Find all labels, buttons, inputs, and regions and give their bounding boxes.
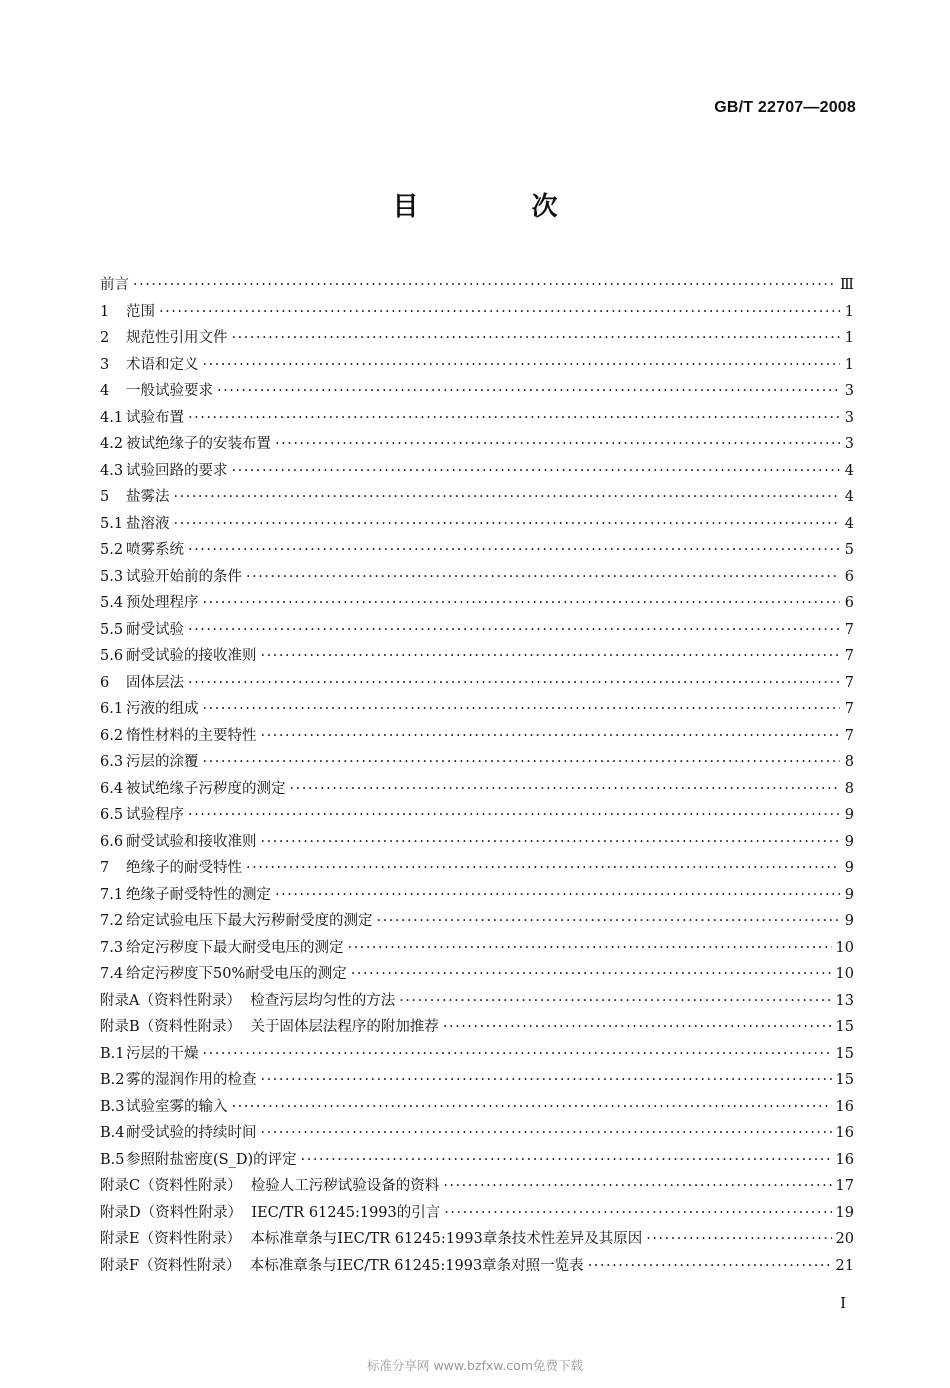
toc-entry-title: 检验人工污秽试验设备的资料 <box>250 1178 440 1194</box>
toc-leader-dots <box>444 1205 831 1221</box>
toc-entry-number: 7.1 <box>100 886 124 903</box>
toc-entry-number: 7.3 <box>100 939 124 956</box>
toc-entry-title: 预处理程序 <box>126 595 199 611</box>
toc-entry-title: 一般试验要求 <box>126 383 213 399</box>
toc-entry-number: 7 <box>100 860 110 876</box>
toc-entry[interactable] <box>100 538 854 565</box>
toc-entry[interactable] <box>100 1148 854 1175</box>
toc-leader-dots <box>188 410 840 426</box>
toc-entry-title: 盐溶液 <box>126 515 170 532</box>
toc-entry-title: 绝缘子耐受特性的测定 <box>126 886 271 903</box>
toc-entry-title: 雾的湿润作用的检查 <box>126 1072 257 1088</box>
toc-entry-number: 附录C（资料性附录） <box>100 1178 242 1194</box>
toc-entry-page: 17 <box>835 1178 854 1194</box>
toc-entry-page: 6 <box>844 595 854 611</box>
toc-entry-page: 1 <box>844 330 854 346</box>
toc-entry-text <box>100 1015 439 1036</box>
toc-leader-dots <box>203 595 841 611</box>
toc-entry-number: B.4 <box>100 1125 125 1141</box>
toc-entry-title: 参照附盐密度(S_D)的评定 <box>126 1151 297 1168</box>
toc-leader-dots <box>174 516 841 532</box>
toc-leader-dots <box>377 913 841 929</box>
toc-entry[interactable] <box>100 909 854 936</box>
toc-entry[interactable] <box>100 326 854 353</box>
toc-entry-text <box>100 671 184 692</box>
toc-entry-text <box>100 697 199 718</box>
page-number: I <box>840 1294 846 1312</box>
toc-entry-text <box>100 936 344 957</box>
toc-entry-page: 3 <box>844 436 854 452</box>
toc-entry-page: 16 <box>835 1151 854 1168</box>
toc-entry[interactable] <box>100 936 854 963</box>
toc-entry-page: 9 <box>844 833 854 850</box>
toc-entry[interactable] <box>100 962 854 989</box>
toc-entry[interactable] <box>100 459 854 486</box>
toc-entry-text <box>100 883 271 904</box>
toc-entry-page: 4 <box>844 489 854 505</box>
toc-entry-text <box>100 989 395 1010</box>
toc-leader-dots <box>232 1099 832 1115</box>
toc-entry-number: 3 <box>100 356 110 373</box>
toc-leader-dots <box>203 701 841 717</box>
toc-entry-page: 15 <box>835 1072 854 1088</box>
toc-entry-number: B.2 <box>100 1072 125 1088</box>
toc-entry-page: 15 <box>835 1045 854 1062</box>
toc-entry-title: 耐受试验和接收准则 <box>126 833 257 850</box>
toc-leader-dots <box>261 648 841 664</box>
toc-entry[interactable] <box>100 618 854 645</box>
toc-entry[interactable] <box>100 406 854 433</box>
toc-leader-dots <box>133 277 836 293</box>
toc-entry[interactable] <box>100 1174 854 1201</box>
toc-leader-dots <box>351 966 832 982</box>
toc-entry-number: 6.6 <box>100 833 124 850</box>
toc-entry-page: 7 <box>844 621 854 638</box>
toc-entry-text <box>100 1068 257 1089</box>
toc-entry-text <box>100 538 184 559</box>
toc-entry[interactable] <box>100 353 854 380</box>
toc-entry-page: 4 <box>844 515 854 532</box>
toc-leader-dots <box>275 436 840 452</box>
toc-leader-dots <box>188 807 840 823</box>
toc-leader-dots <box>246 860 840 876</box>
toc-entry-title: 污液的组成 <box>126 701 199 717</box>
toc-entry-text <box>100 406 184 427</box>
toc-entry[interactable] <box>100 565 854 592</box>
toc-entry-title: 关于固体层法程序的附加推荐 <box>250 1019 439 1035</box>
toc-entry-page: 9 <box>844 886 854 903</box>
toc-entry-number: B.5 <box>100 1151 125 1168</box>
toc-entry-title: 检查污层均匀性的方法 <box>250 992 396 1009</box>
toc-leader-dots <box>232 330 841 346</box>
toc-entry-number: 5.1 <box>100 515 124 532</box>
toc-entry-page: 9 <box>844 860 854 876</box>
toc-entry-title: 本标准章条与IEC/TR 61245:1993章条技术性差异及其原因 <box>250 1231 643 1247</box>
toc-entry-page: 5 <box>844 542 854 558</box>
toc-entry-number: 7.2 <box>100 913 124 929</box>
toc-entry-text <box>100 1095 228 1116</box>
toc-entry-number: 附录D（资料性附录） <box>100 1204 243 1221</box>
toc-entry-title: 规范性引用文件 <box>126 330 228 346</box>
toc-entry-title: 惰性材料的主要特性 <box>126 727 257 744</box>
toc-leader-dots <box>443 1019 832 1035</box>
toc-entry-text <box>100 512 170 533</box>
toc-entry-text <box>100 459 228 480</box>
toc-entry-text <box>100 909 373 930</box>
toc-leader-dots <box>261 728 841 744</box>
toc-entry-number: 6.3 <box>100 754 124 770</box>
toc-entry-text <box>100 856 242 877</box>
toc-leader-dots <box>203 754 841 770</box>
toc-leader-dots <box>588 1258 832 1274</box>
toc-entry[interactable] <box>100 1254 854 1281</box>
toc-entry-text <box>100 273 129 294</box>
toc-entry-number: 6.5 <box>100 807 124 823</box>
toc-entry-title: 本标准章条与IEC/TR 61245:1993章条对照一览表 <box>249 1257 584 1274</box>
toc-entry-text <box>100 750 199 771</box>
toc-entry-text <box>100 1042 199 1063</box>
toc-leader-dots <box>348 940 832 956</box>
toc-leader-dots <box>275 887 840 903</box>
toc-entry-page: 10 <box>835 966 854 982</box>
toc-leader-dots <box>174 489 841 505</box>
toc-entry[interactable] <box>100 273 854 300</box>
toc-entry-number: 4.3 <box>100 462 124 479</box>
toc-entry-number: 5.2 <box>100 542 124 558</box>
watermark-text: 标准分享网 www.bzfxw.com免费下载 <box>366 1358 583 1373</box>
page-title: 目 次 <box>392 192 610 222</box>
toc-entry-title: 试验布置 <box>126 409 184 426</box>
toc-entry-number: 5.6 <box>100 648 124 664</box>
toc-entry-page: 16 <box>835 1098 854 1115</box>
toc-entry-number: 附录F（资料性附录） <box>100 1257 241 1274</box>
toc-entry-title: 盐雾法 <box>126 489 170 505</box>
toc-entry-page: 1 <box>844 356 854 373</box>
toc-entry-number: 4.1 <box>100 409 124 426</box>
toc-entry-number: 5.4 <box>100 595 124 611</box>
toc-entry-text <box>100 644 257 665</box>
toc-entry[interactable] <box>100 1068 854 1095</box>
toc-entry-page: 7 <box>844 701 854 717</box>
toc-entry-title: 试验室雾的输入 <box>126 1098 228 1115</box>
toc-entry-number: 附录B（资料性附录） <box>100 1019 242 1035</box>
toc-entry[interactable] <box>100 591 854 618</box>
toc-entry-text <box>100 300 155 321</box>
toc-entry-page: 16 <box>835 1125 854 1141</box>
toc-entry-text <box>100 962 347 983</box>
toc-entry-text <box>100 803 184 824</box>
toc-entry[interactable] <box>100 379 854 406</box>
toc-entry-title: 给定污秽度下50%耐受电压的测定 <box>126 966 347 982</box>
toc-entry-page: 3 <box>844 383 854 399</box>
toc-entry[interactable] <box>100 883 854 910</box>
toc-leader-dots <box>290 781 841 797</box>
toc-entry-text <box>100 591 199 612</box>
toc-leader-dots <box>188 542 840 558</box>
toc-entry[interactable] <box>100 697 854 724</box>
toc-entry-text <box>100 1121 257 1142</box>
toc-entry-title: 给定污秽度下最大耐受电压的测定 <box>126 939 344 956</box>
toc-entry[interactable] <box>100 803 854 830</box>
toc-leader-dots <box>188 675 840 691</box>
toc-entry-title: 被试绝缘子的安装布置 <box>126 436 271 452</box>
toc-leader-dots <box>261 1072 832 1088</box>
toc-entry[interactable] <box>100 1042 854 1069</box>
toc-entry-text <box>100 1148 297 1169</box>
toc-leader-dots <box>646 1231 831 1247</box>
toc-entry-number: 7.4 <box>100 966 124 982</box>
toc-entry-title: 污层的干燥 <box>126 1045 199 1062</box>
toc-entry-page: 9 <box>844 913 854 929</box>
toc-entry-title: 喷雾系统 <box>126 542 184 558</box>
toc-entry-number: 4.2 <box>100 436 124 452</box>
toc-entry[interactable] <box>100 989 854 1016</box>
table-of-contents <box>100 273 854 1280</box>
toc-entry[interactable] <box>100 485 854 512</box>
toc-entry-title: 试验开始前的条件 <box>126 568 242 585</box>
toc-entry-text <box>100 326 228 347</box>
toc-entry-page: 13 <box>835 992 854 1009</box>
toc-entry-text <box>100 830 257 851</box>
toc-leader-dots <box>261 834 841 850</box>
toc-entry-number: 附录A（资料性附录） <box>100 992 241 1009</box>
toc-entry-title: 耐受试验的接收准则 <box>126 648 257 664</box>
toc-entry-text <box>100 777 286 798</box>
toc-leader-dots <box>217 383 840 399</box>
toc-entry-text <box>100 724 257 745</box>
toc-entry-title: 范围 <box>126 303 155 320</box>
toc-entry-text <box>100 618 184 639</box>
toc-entry-text <box>100 565 242 586</box>
toc-entry-title: 试验回路的要求 <box>126 462 228 479</box>
toc-entry-text <box>100 353 199 374</box>
toc-entry-text <box>100 1254 584 1275</box>
toc-entry-number: B.3 <box>100 1098 125 1115</box>
toc-entry-page: 8 <box>844 754 854 770</box>
toc-entry-page: Ⅲ <box>840 277 854 293</box>
toc-leader-dots <box>159 304 840 320</box>
toc-entry-text <box>100 485 170 506</box>
toc-leader-dots <box>203 357 841 373</box>
toc-entry-page: 19 <box>835 1204 854 1221</box>
toc-entry[interactable] <box>100 1227 854 1254</box>
toc-entry[interactable] <box>100 1201 854 1228</box>
toc-entry-number: 6.4 <box>100 780 124 797</box>
toc-entry-page: 15 <box>835 1019 854 1035</box>
toc-entry-number: 6.2 <box>100 727 124 744</box>
toc-leader-dots <box>203 1046 832 1062</box>
toc-entry-number: 6.1 <box>100 701 124 717</box>
toc-entry-title: 耐受试验的持续时间 <box>126 1125 257 1141</box>
toc-entry-page: 1 <box>844 303 854 320</box>
toc-entry[interactable] <box>100 750 854 777</box>
toc-entry-number: 1 <box>100 303 110 320</box>
toc-entry-page: 4 <box>844 462 854 479</box>
toc-entry-title: 术语和定义 <box>126 356 199 373</box>
toc-entry-number: 6 <box>100 674 110 691</box>
toc-entry-number: B.1 <box>100 1045 125 1062</box>
toc-entry-number: 2 <box>100 330 110 346</box>
toc-entry-page: 9 <box>844 807 854 823</box>
toc-entry-title: 被试绝缘子污秽度的测定 <box>126 780 286 797</box>
toc-entry-page: 3 <box>844 409 854 426</box>
toc-entry[interactable] <box>100 1015 854 1042</box>
standard-code: GB/T 22707—2008 <box>714 99 856 116</box>
toc-entry[interactable] <box>100 830 854 857</box>
toc-entry-title: 固体层法 <box>126 674 184 691</box>
toc-entry-number: 5.5 <box>100 621 124 638</box>
toc-entry-title: 耐受试验 <box>126 621 184 638</box>
toc-leader-dots <box>261 1125 832 1141</box>
toc-entry-title: 污层的涂覆 <box>126 754 199 770</box>
toc-entry-page: 7 <box>844 674 854 691</box>
toc-entry-text <box>100 379 213 400</box>
toc-entry-text <box>100 1227 642 1248</box>
toc-entry-number: 附录E（资料性附录） <box>100 1231 242 1247</box>
toc-entry-title: 给定试验电压下最大污秽耐受度的测定 <box>126 913 373 929</box>
toc-entry-text <box>100 1174 439 1195</box>
toc-entry-page: 10 <box>835 939 854 956</box>
toc-entry-text <box>100 1201 440 1222</box>
toc-entry-title: 试验程序 <box>126 807 184 823</box>
toc-entry-number: 4 <box>100 383 110 399</box>
toc-entry[interactable] <box>100 724 854 751</box>
toc-entry-title: 前言 <box>100 277 129 293</box>
toc-entry-title: IEC/TR 61245:1993的引言 <box>251 1204 441 1221</box>
toc-leader-dots <box>246 569 840 585</box>
toc-entry-number: 5 <box>100 489 110 505</box>
toc-entry[interactable] <box>100 671 854 698</box>
toc-entry-title: 绝缘子的耐受特性 <box>126 860 242 876</box>
toc-entry[interactable] <box>100 1121 854 1148</box>
toc-leader-dots <box>301 1152 832 1168</box>
toc-entry[interactable] <box>100 644 854 671</box>
toc-leader-dots <box>443 1178 831 1194</box>
toc-entry[interactable] <box>100 432 854 459</box>
toc-entry-page: 8 <box>844 780 854 797</box>
toc-entry[interactable] <box>100 856 854 883</box>
toc-leader-dots <box>188 622 840 638</box>
toc-leader-dots <box>232 463 841 479</box>
toc-entry-text <box>100 432 271 453</box>
toc-entry-page: 6 <box>844 568 854 585</box>
toc-entry-page: 7 <box>844 727 854 744</box>
toc-entry[interactable] <box>100 512 854 539</box>
toc-entry[interactable] <box>100 777 854 804</box>
toc-entry-page: 21 <box>835 1257 854 1274</box>
toc-entry[interactable] <box>100 300 854 327</box>
toc-entry-number: 5.3 <box>100 568 124 585</box>
toc-entry[interactable] <box>100 1095 854 1122</box>
toc-entry-page: 20 <box>835 1231 854 1247</box>
toc-leader-dots <box>399 993 831 1009</box>
toc-entry-page: 7 <box>844 648 854 664</box>
